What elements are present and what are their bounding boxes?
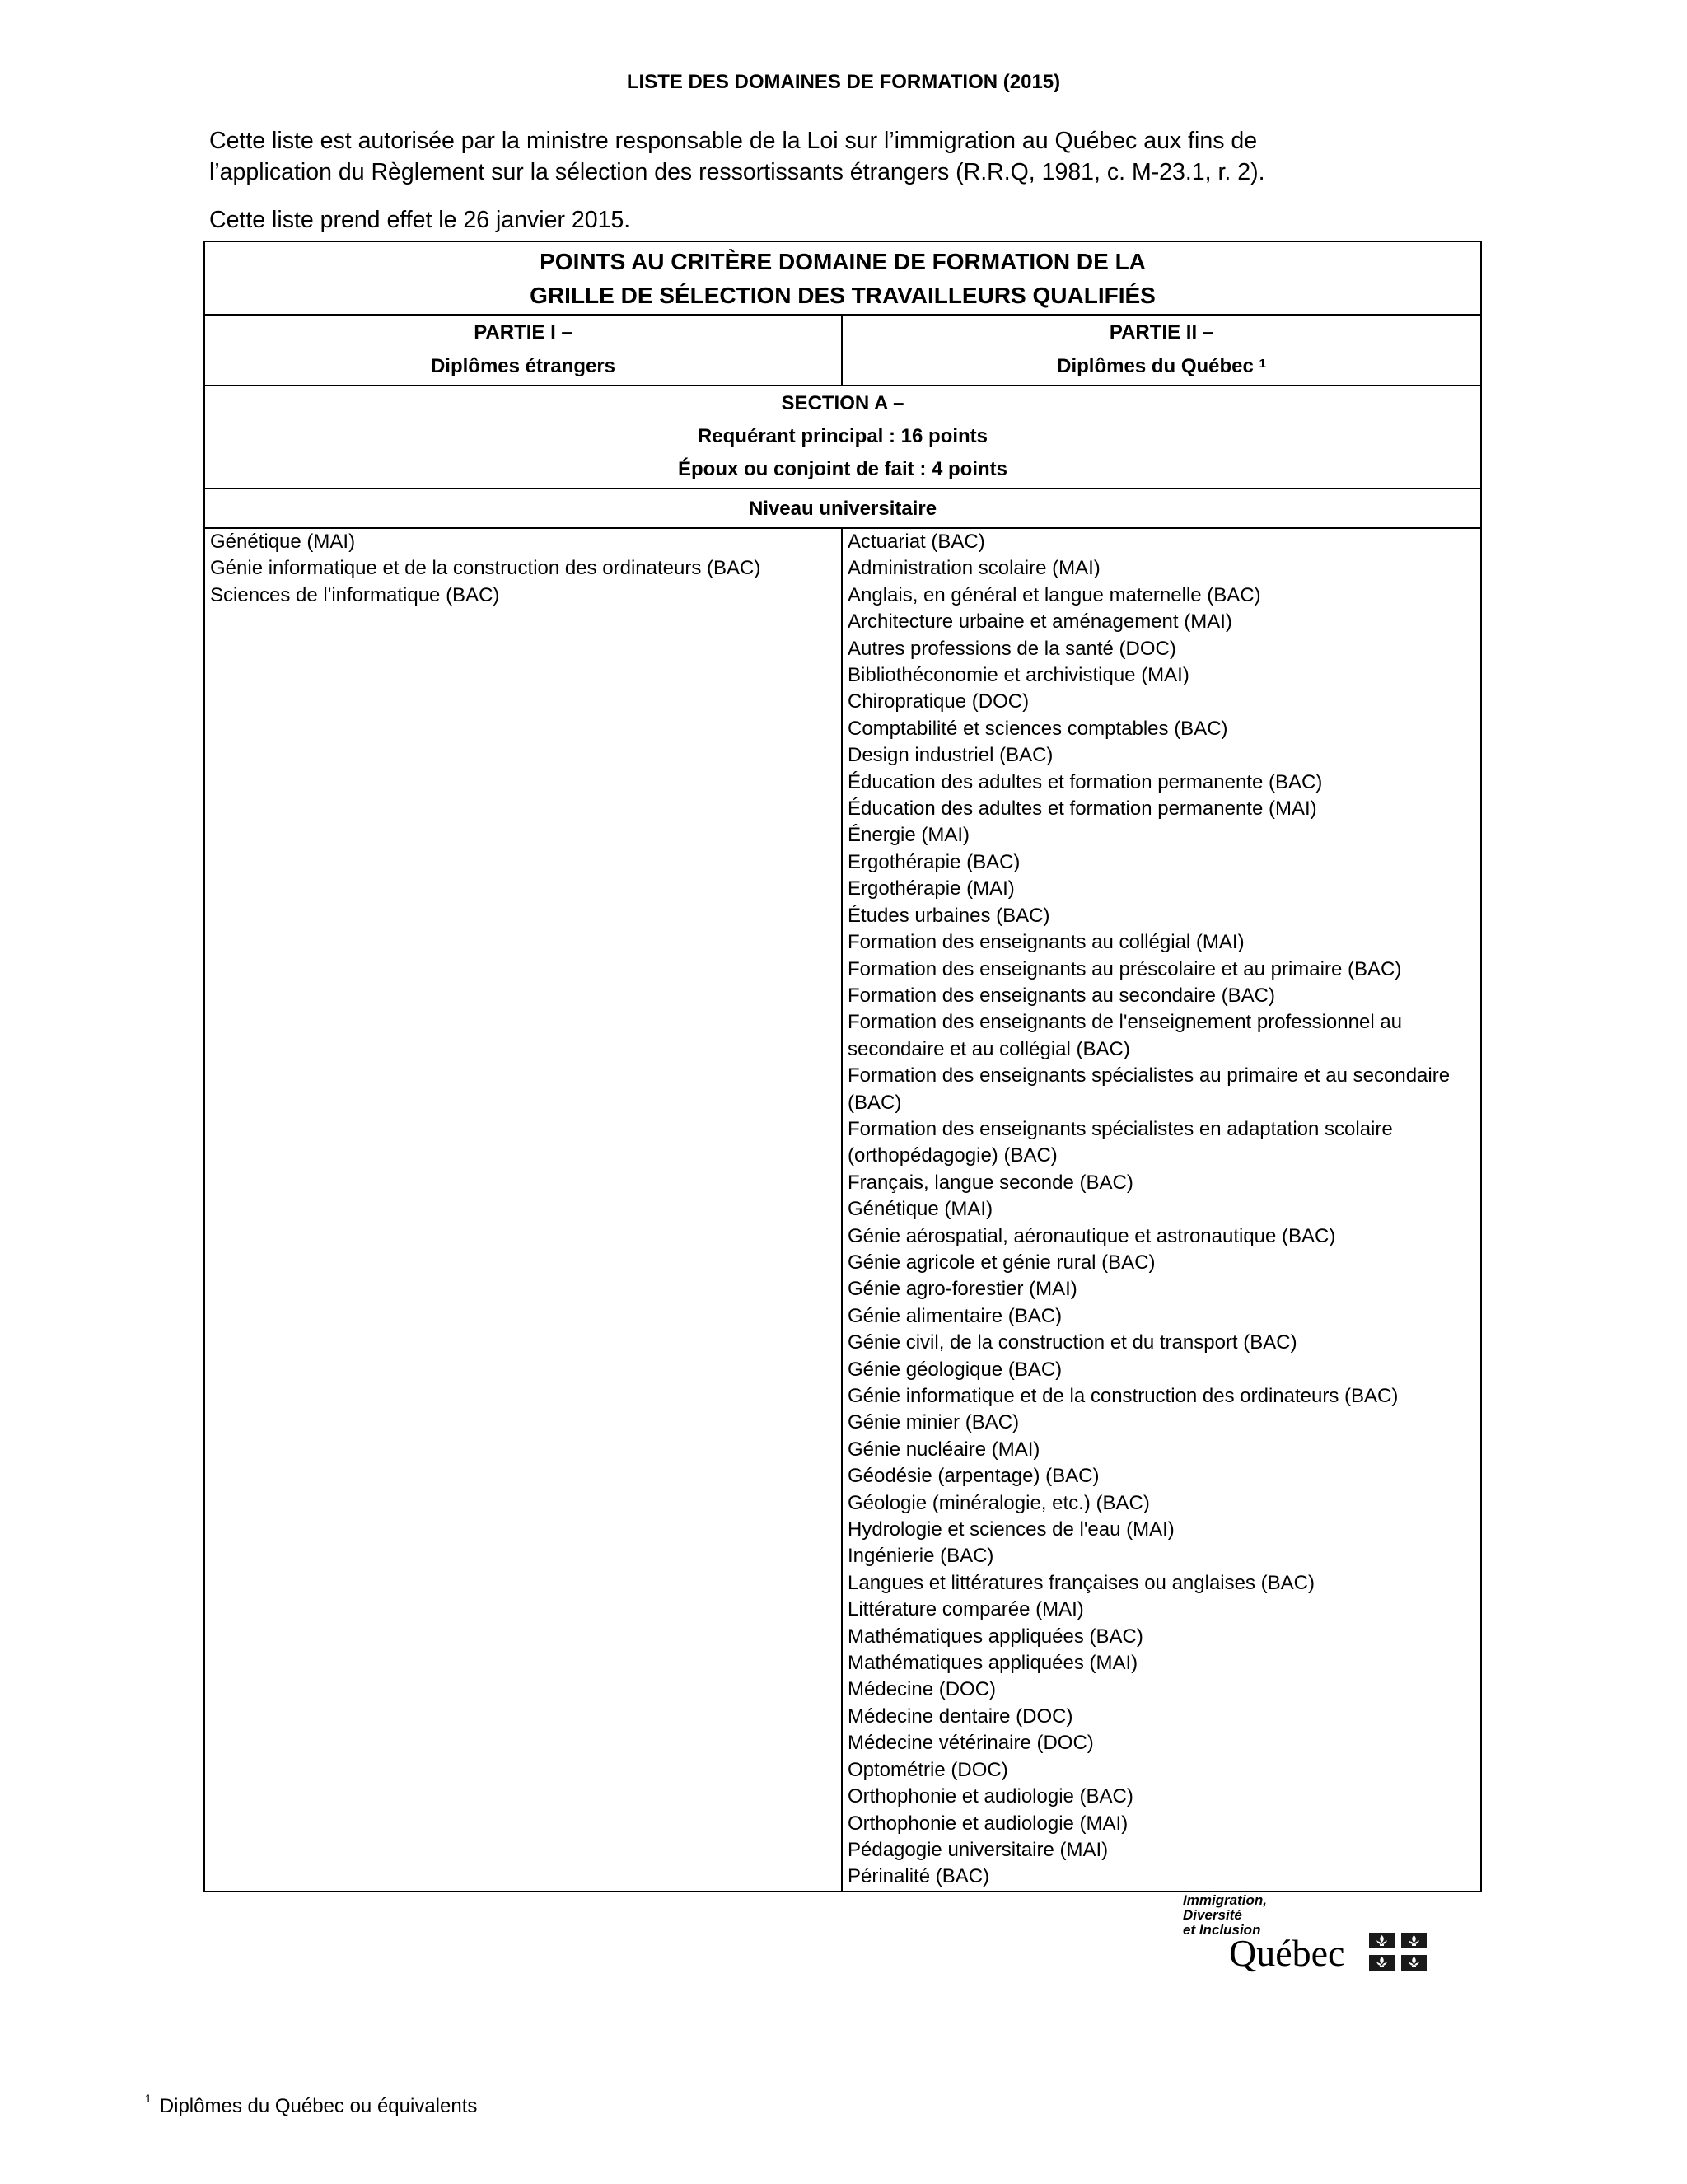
- part-2-label: PARTIE II –: [1109, 321, 1214, 344]
- effective-date: Cette liste prend effet le 26 janvier 2015.: [209, 207, 631, 233]
- ministry-name: [1183, 1893, 1267, 1938]
- list-item: Génétique (MAI): [848, 1198, 993, 1221]
- list-item: Sciences de l'informatique (BAC): [210, 583, 500, 606]
- quebec-logo: [1153, 1887, 1433, 1977]
- list-item: Design industriel (BAC): [848, 744, 1054, 767]
- list-item: Éducation des adultes et formation permanente (MAI): [848, 797, 1317, 821]
- list-item: Énergie (MAI): [848, 824, 970, 847]
- list-item: Orthophonie et audiologie (BAC): [848, 1785, 1133, 1808]
- part-2-subtitle: Diplômes du Québec: [1057, 355, 1254, 377]
- part-1-subtitle: Diplômes étrangers: [430, 355, 616, 377]
- list-item: Architecture urbaine et aménagement (MAI): [848, 610, 1232, 634]
- footnote: [145, 2092, 478, 2118]
- list-item: Formation des enseignants au collégial (MAI): [848, 931, 1245, 954]
- ministry-line-2: Diversité: [1183, 1907, 1242, 1923]
- list-item: Ergothérapie (BAC): [848, 850, 1021, 873]
- part-2-list: [848, 529, 1477, 1891]
- level-header: Niveau universitaire: [204, 489, 1481, 528]
- list-item: Actuariat (BAC): [848, 531, 985, 553]
- list-item: Ergothérapie (MAI): [848, 877, 1015, 900]
- list-item: Génie géologique (BAC): [848, 1358, 1063, 1381]
- list-item: Génie nucléaire (MAI): [848, 1438, 1040, 1461]
- part-2-subtitle-wrap: [843, 349, 1480, 383]
- part-2-header: [842, 315, 1481, 386]
- list-item: Formation des enseignants de l'enseignement professionnel au secondaire et au collégial (BAC): [848, 1011, 1403, 1060]
- list-item: Administration scolaire (MAI): [848, 557, 1101, 580]
- part-1-header: [204, 315, 842, 386]
- list-item: Études urbaines (BAC): [848, 904, 1050, 927]
- list-item: Génie civil, de la construction et du transport (BAC): [848, 1331, 1297, 1354]
- list-item: Autres professions de la santé (DOC): [848, 637, 1176, 660]
- training-domains-table: [203, 241, 1482, 1892]
- list-item: Langues et littératures françaises ou anglaises (BAC): [848, 1571, 1315, 1594]
- list-item: Mathématiques appliquées (MAI): [848, 1652, 1138, 1675]
- list-item: Mathématiques appliquées (BAC): [848, 1625, 1143, 1648]
- list-item: Anglais, en général et langue maternelle (BAC): [848, 583, 1261, 606]
- document-title: LISTE DES DOMAINES DE FORMATION (2015): [626, 71, 1061, 93]
- quebec-flag-icon: [1369, 1933, 1427, 1971]
- list-item: Médecine dentaire (DOC): [848, 1705, 1073, 1728]
- list-item: Français, langue seconde (BAC): [848, 1171, 1133, 1194]
- footnote-number: 1: [145, 2092, 152, 2105]
- list-item: Génie informatique et de la construction des ordinateurs (BAC): [848, 1385, 1399, 1407]
- footnote-text: Diplômes du Québec ou équivalents: [159, 2095, 478, 2117]
- table-title: [204, 241, 1481, 315]
- intro-paragraph: [209, 125, 1445, 188]
- list-item: Génétique (MAI): [210, 531, 356, 553]
- intro-line-1: Cette liste est autorisée par la ministre responsable de la Loi sur l’immigration au Québec aux fins de: [209, 128, 1258, 154]
- list-item: Comptabilité et sciences comptables (BAC): [848, 717, 1228, 740]
- section-a-header: [204, 386, 1481, 489]
- part-1-list-cell: [204, 528, 842, 1892]
- part-1-list: [210, 529, 838, 609]
- list-item: Médecine vétérinaire (DOC): [848, 1732, 1094, 1755]
- list-item: Optométrie (DOC): [848, 1758, 1008, 1781]
- quebec-wordmark: Québec: [1229, 1932, 1345, 1974]
- ministry-line-1: Immigration,: [1183, 1892, 1268, 1908]
- list-item: Chiropratique (DOC): [848, 690, 1030, 713]
- list-item: Génie informatique et de la construction des ordinateurs (BAC): [210, 557, 761, 580]
- list-item: Orthophonie et audiologie (MAI): [848, 1812, 1129, 1835]
- list-item: Génie aérospatial, aéronautique et astronautique (BAC): [848, 1224, 1336, 1247]
- list-item: Formation des enseignants spécialistes en adaptation scolaire (orthopédagogie) (BAC): [848, 1117, 1393, 1167]
- list-item: Génie alimentaire (BAC): [848, 1304, 1063, 1327]
- intro-line-2: l’application du Règlement sur la sélection des ressortissants étrangers (R.R.Q, 1981, c. M-23.1, r. 2).: [209, 159, 1265, 185]
- list-item: Géodésie (arpentage) (BAC): [848, 1465, 1100, 1488]
- ministry-line-3: et Inclusion: [1183, 1922, 1261, 1938]
- list-item: Littérature comparée (MAI): [848, 1598, 1084, 1621]
- list-item: Génie agricole et génie rural (BAC): [848, 1251, 1156, 1274]
- list-item: Périnalité (BAC): [848, 1865, 990, 1888]
- list-item: Génie agro-forestier (MAI): [848, 1278, 1077, 1301]
- list-item: Médecine (DOC): [848, 1678, 997, 1701]
- list-item: Géologie (minéralogie, etc.) (BAC): [848, 1491, 1150, 1514]
- list-item: Pédagogie universitaire (MAI): [848, 1838, 1109, 1861]
- part-1-label: PARTIE I –: [474, 321, 572, 344]
- list-item: Hydrologie et sciences de l'eau (MAI): [848, 1518, 1175, 1541]
- table-title-line-2: GRILLE DE SÉLECTION DES TRAVAILLEURS QUALIFIÉS: [530, 283, 1156, 308]
- list-item: Éducation des adultes et formation permanente (BAC): [848, 770, 1323, 793]
- list-item: Formation des enseignants au préscolaire et au primaire (BAC): [848, 957, 1402, 980]
- section-label: SECTION A –: [781, 392, 904, 414]
- part-2-list-cell: [842, 528, 1481, 1892]
- table-title-line-1: POINTS AU CRITÈRE DOMAINE DE FORMATION DE LA: [540, 249, 1146, 274]
- footnote-ref: 1: [1259, 357, 1266, 371]
- section-points-spouse: Époux ou conjoint de fait : 4 points: [678, 458, 1007, 480]
- list-item: Génie minier (BAC): [848, 1411, 1020, 1434]
- list-item: Formation des enseignants au secondaire (BAC): [848, 984, 1275, 1007]
- list-item: Ingénierie (BAC): [848, 1545, 994, 1568]
- list-item: Bibliothéconomie et archivistique (MAI): [848, 664, 1189, 687]
- list-item: Formation des enseignants spécialistes au primaire et au secondaire (BAC): [848, 1064, 1451, 1114]
- section-points-principal: Requérant principal : 16 points: [697, 425, 988, 447]
